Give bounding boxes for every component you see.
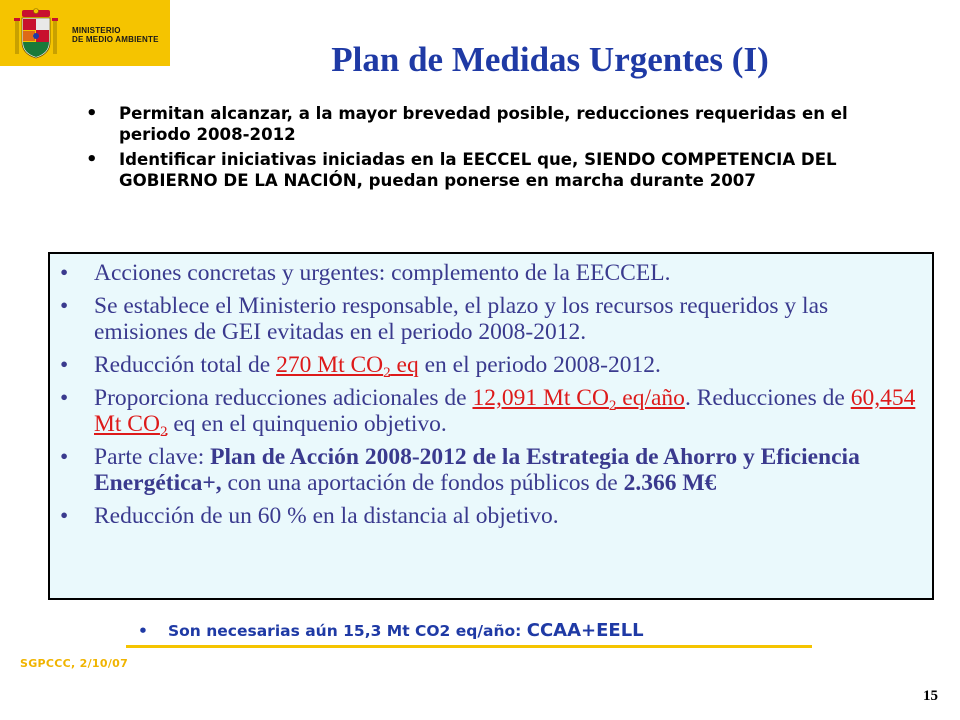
- measure-text: Se establece el Ministerio responsable, el plazo y los recursos requeridos y las emisiones de GEI evitadas en el periodo 2008-2012.: [94, 293, 829, 345]
- ministry-logo: [0, 0, 170, 66]
- page-number: 15: [923, 688, 938, 704]
- objective-item: • Permitan alcanzar, a la mayor brevedad posible, reducciones requeridas en el periodo 2008-2012: [82, 103, 902, 145]
- objective-item: • Identificar iniciativas iniciadas en la EECCEL que, SIENDO COMPETENCIA DEL GOBIERNO DE LA NACIÓN, puedan ponerse en marcha durante 2007: [82, 149, 902, 191]
- total-reduction-value: [276, 352, 419, 381]
- five-year-reduction-amount: 60,454 Mt CO: [94, 385, 916, 437]
- measure-item: [50, 352, 932, 381]
- remaining-text: Son necesarias aún 15,3 Mt CO2 eq/año:: [168, 622, 527, 640]
- annual-reduction-amount: 12,091 Mt CO: [472, 385, 609, 411]
- co2-subscript: 2: [159, 424, 168, 440]
- annual-reduction-value: [472, 385, 685, 414]
- measure-item: [50, 293, 932, 345]
- measure-item: [50, 503, 932, 529]
- measures-list: [50, 254, 932, 529]
- measure-text: Reducción de un 60 % en la distancia al objetivo.: [94, 503, 559, 529]
- co2-subscript: 2: [608, 398, 617, 414]
- coat-of-arms-icon: [14, 8, 58, 62]
- action-plan-name: Plan de Acción 2008-2012 de la Estrategia de Ahorro y Eficiencia Energética+,: [94, 444, 860, 496]
- measure-item: [50, 444, 932, 496]
- ministry-line2: DE MEDIO AMBIENTE: [72, 35, 159, 44]
- measure-text: con una aportación de fondos públicos de: [221, 470, 624, 496]
- measure-text: Acciones concretas y urgentes: complemento de la EECCEL.: [94, 260, 671, 286]
- total-reduction-unit: eq: [390, 352, 419, 378]
- bullet-icon: •: [138, 622, 148, 640]
- footer-source: SGPCCC, 2/10/07: [20, 657, 129, 670]
- measure-text: en el periodo 2008-2012.: [418, 352, 661, 378]
- total-reduction-amount: 270 Mt CO: [276, 352, 384, 378]
- measure-text: Parte clave:: [94, 444, 211, 470]
- slide-title: Plan de Medidas Urgentes (I): [331, 40, 769, 79]
- remaining-reduction-note: [126, 617, 812, 648]
- measure-text: Proporciona reducciones adicionales de: [94, 385, 473, 411]
- annual-reduction-unit: eq/año: [616, 385, 685, 411]
- co2-subscript: 2: [383, 365, 391, 381]
- ministry-line1: MINISTERIO: [72, 26, 121, 35]
- measures-panel: [48, 252, 934, 600]
- public-funds-amount: 2.366 M€: [623, 470, 717, 496]
- measure-text: . Reducciones de: [684, 385, 851, 411]
- objectives-list: [82, 103, 902, 195]
- remaining-emphasis: CCAA+EELL: [526, 620, 644, 641]
- measure-text: eq en el quinquenio objetivo.: [167, 411, 447, 437]
- ministry-name: [72, 26, 159, 44]
- measure-item: [50, 385, 932, 440]
- measure-item: [50, 260, 932, 286]
- measure-text: Reducción total de: [94, 352, 277, 378]
